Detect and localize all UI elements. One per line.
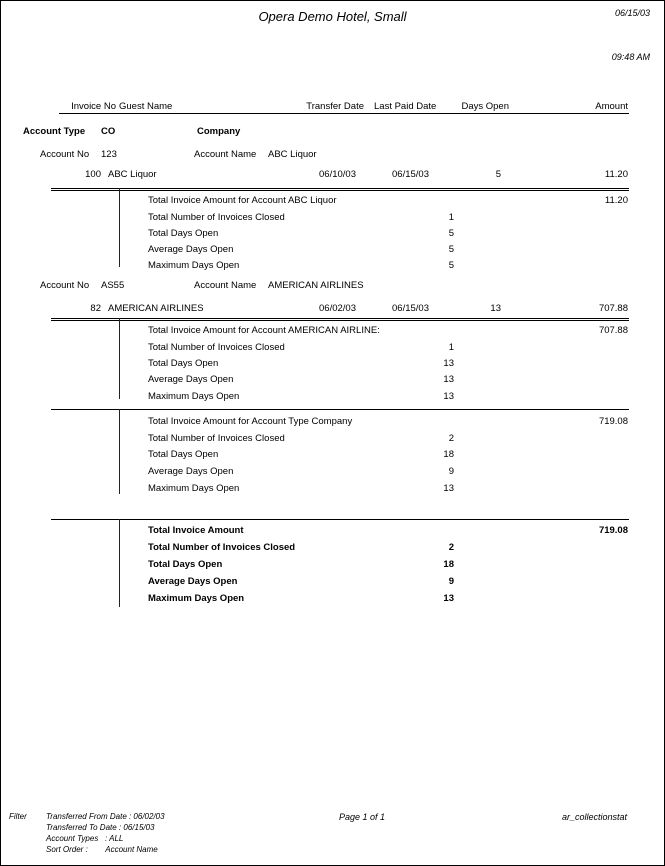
total-label: Maximum Days Open (148, 483, 240, 494)
page-title: Opera Demo Hotel, Small (258, 9, 407, 24)
total-label: Total Days Open (148, 228, 219, 239)
column-header-row (1, 100, 664, 113)
total-amount: 719.08 (598, 525, 628, 536)
invoice-amount: 707.88 (598, 303, 628, 314)
last-paid-date: 06/15/03 (392, 303, 429, 314)
total-value: 5 (448, 228, 454, 239)
days-open: 13 (490, 303, 501, 314)
totals-row (1, 432, 664, 445)
totals-row (1, 465, 664, 478)
totals-row (1, 324, 664, 337)
invoice-no: 82 (90, 303, 101, 314)
total-label: Maximum Days Open (148, 391, 240, 402)
column-header-days-open: Days Open (461, 101, 509, 112)
totals-row (1, 448, 664, 461)
total-label: Average Days Open (148, 576, 238, 587)
account-header-row (1, 148, 664, 161)
total-value: 18 (443, 559, 454, 570)
grand-totals-row (1, 524, 664, 537)
filter-line: Account Types : ALL (46, 834, 124, 843)
account-type-name: Company (197, 126, 241, 137)
transfer-date: 06/10/03 (319, 169, 356, 180)
filter-label: Filter (9, 812, 27, 821)
last-paid-date: 06/15/03 (392, 169, 429, 180)
total-value: 5 (448, 260, 454, 271)
total-label: Total Number of Invoices Closed (148, 212, 285, 223)
account-name-label: Account Name (194, 280, 257, 291)
grand-totals-row (1, 575, 664, 588)
account-header-row (1, 279, 664, 292)
totals-divider (51, 409, 629, 410)
guest-name: ABC Liquor (108, 169, 157, 180)
total-value: 13 (443, 483, 454, 494)
guest-name: AMERICAN AIRLINES (108, 303, 204, 314)
total-label: Total Number of Invoices Closed (148, 542, 296, 553)
filter-line: Transferred From Date : 06/02/03 (46, 812, 165, 821)
report-date: 06/15/03 (614, 8, 650, 18)
grand-totals-row (1, 592, 664, 605)
total-amount: 11.20 (604, 195, 628, 206)
total-label: Total Invoice Amount (148, 525, 244, 536)
total-amount: 719.08 (598, 416, 628, 427)
total-label: Total Invoice Amount for Account Type Company (148, 416, 353, 427)
total-value: 9 (448, 466, 454, 477)
total-label: Total Invoice Amount for Account AMERICAN AIRLINE: (148, 325, 380, 336)
total-label: Maximum Days Open (148, 593, 245, 604)
column-header-amount: Amount (595, 101, 628, 112)
column-header-invoice-no: Invoice No (71, 101, 116, 112)
column-header-guest-name: Guest Name (119, 101, 173, 112)
total-value: 1 (448, 212, 454, 223)
account-type-label: Account Type (23, 126, 86, 137)
invoice-row (1, 168, 664, 181)
account-type-code: CO (101, 126, 116, 137)
total-value: 13 (443, 593, 454, 604)
totals-row (1, 194, 664, 207)
total-label: Total Days Open (148, 449, 219, 460)
account-no-value: 123 (101, 149, 117, 160)
total-label: Total Days Open (148, 358, 219, 369)
account-no-label: Account No (40, 280, 90, 291)
filter-line: Sort Order : Account Name (46, 845, 158, 854)
total-value: 13 (443, 358, 454, 369)
report-id: ar_collectionstat (561, 812, 627, 822)
total-value: 9 (448, 576, 454, 587)
total-value: 5 (448, 244, 454, 255)
totals-row (1, 211, 664, 224)
account-type-row (1, 125, 664, 138)
totals-row (1, 227, 664, 240)
total-amount: 707.88 (598, 325, 628, 336)
totals-row (1, 243, 664, 256)
total-label: Total Number of Invoices Closed (148, 433, 285, 444)
totals-row (1, 373, 664, 386)
total-label: Total Number of Invoices Closed (148, 342, 285, 353)
account-name-value: AMERICAN AIRLINES (268, 280, 364, 291)
total-value: 2 (448, 433, 454, 444)
totals-row (1, 415, 664, 428)
total-value: 2 (448, 542, 454, 553)
totals-divider (51, 318, 629, 321)
invoice-amount: 11.20 (604, 169, 628, 180)
page-number: Page 1 of 1 (339, 812, 386, 822)
filter-line: Transferred To Date : 06/15/03 (46, 823, 155, 832)
totals-row (1, 390, 664, 403)
total-label: Average Days Open (148, 244, 234, 255)
grand-totals-row (1, 541, 664, 554)
header-divider (59, 113, 629, 114)
total-value: 13 (443, 391, 454, 402)
report-time: 09:48 AM (611, 52, 650, 62)
total-value: 13 (443, 374, 454, 385)
total-value: 18 (443, 449, 454, 460)
column-header-transfer-date: Transfer Date (306, 101, 364, 112)
total-value: 1 (448, 342, 454, 353)
totals-row (1, 259, 664, 272)
column-header-last-paid-date: Last Paid Date (374, 101, 437, 112)
totals-row (1, 357, 664, 370)
total-label: Average Days Open (148, 374, 234, 385)
total-label: Total Invoice Amount for Account ABC Liquor (148, 195, 337, 206)
totals-divider (51, 188, 629, 191)
account-no-value: AS55 (101, 280, 125, 291)
transfer-date: 06/02/03 (319, 303, 356, 314)
invoice-no: 100 (85, 169, 101, 180)
grand-totals-row (1, 558, 664, 571)
filter-criteria (46, 811, 165, 855)
totals-row (1, 341, 664, 354)
account-no-label: Account No (40, 149, 90, 160)
totals-row (1, 482, 664, 495)
total-label: Average Days Open (148, 466, 234, 477)
invoice-row (1, 302, 664, 315)
account-name-value: ABC Liquor (268, 149, 317, 160)
grand-totals-divider (51, 519, 629, 520)
total-label: Total Days Open (148, 559, 223, 570)
days-open: 5 (495, 169, 501, 180)
total-label: Maximum Days Open (148, 260, 240, 271)
account-name-label: Account Name (194, 149, 257, 160)
